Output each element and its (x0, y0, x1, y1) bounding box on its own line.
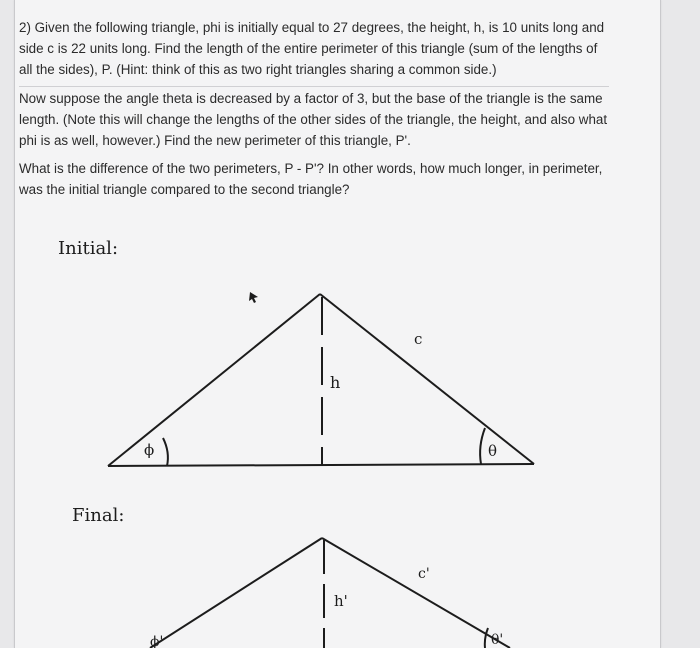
final-side-c-label: c' (418, 566, 430, 582)
final-theta-arc (485, 628, 488, 648)
final-height-label: h' (334, 592, 348, 610)
initial-phi-arc (163, 438, 168, 466)
final-theta-label: θ' (491, 632, 504, 648)
initial-figure-label: Initial: (58, 238, 119, 259)
final-triangle (150, 538, 510, 648)
initial-height-label: h (330, 373, 341, 392)
initial-left-side (108, 294, 320, 466)
initial-triangle (108, 294, 534, 466)
initial-side-c-label: c (414, 330, 423, 348)
problem-paragraph-2: Now suppose the angle theta is decreased by a factor of 3, but the base of the triangle is the same length. (Note this will change the lengths of the other sides of the triangle, the height, and also what phi is as well, however.) Find the new perimeter of this triangle, P'. (19, 91, 608, 148)
problem-paragraph-1: 2) Given the following triangle, phi is initially equal to 27 degrees, the height, h, is 10 units long and side c is 22 units long. Find the length of the entire perimeter of this triangle (sum of the lengths of all the sides), P. (Hint: think of this as two right triangles sharing a common side.) (19, 20, 605, 77)
final-figure-label: Final: (72, 505, 125, 526)
final-left-side (150, 538, 322, 648)
initial-side-c (320, 294, 534, 464)
initial-phi-label: ϕ (144, 441, 155, 459)
final-phi-label: ϕ' (150, 634, 164, 648)
cursor-icon (249, 292, 258, 303)
problem-paragraph-3: What is the difference of the two perimeters, P - P'? In other words, how much longer, in perimeter, was the initial triangle compared to the second triangle? (19, 161, 603, 197)
final-side-c (322, 538, 510, 648)
initial-theta-arc (480, 428, 485, 464)
initial-theta-label: θ (488, 442, 498, 460)
